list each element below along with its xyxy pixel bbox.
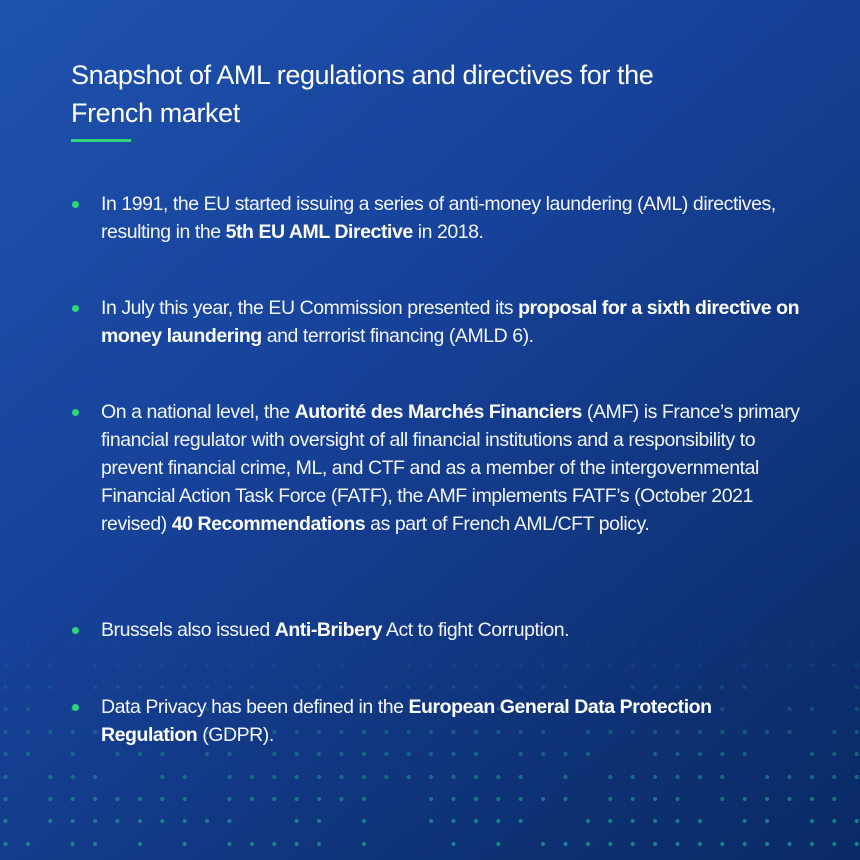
bullet-item-anti-bribery bbox=[101, 616, 801, 644]
bullet-dot-icon bbox=[72, 704, 79, 711]
bullet-item-amld6-proposal bbox=[101, 294, 801, 350]
bullet-dot-icon bbox=[72, 305, 79, 312]
bullet-text: In July this year, the EU Commission presented its proposal for a sixth directive on money laundering and terrorist financing (AMLD 6). bbox=[101, 297, 800, 347]
page-title: Snapshot of AML regulations and directives for the French market bbox=[71, 60, 654, 128]
bullet-item-eu-aml-directives bbox=[101, 190, 801, 246]
bullet-item-gdpr bbox=[101, 693, 801, 749]
bullet-text: On a national level, the Autorité des Marchés Financiers (AMF) is France’s primary financial regulator with oversight of all financial institutions and a responsibility to prevent financial crime, ML, and CTF and as a member of the intergovernmental Financial Action Task Force (FATF), the AMF implements FATF’s (October 2021 revised) 40 Recommendations as part of French AML/CFT policy. bbox=[101, 401, 800, 535]
bullet-item-amf-regulator bbox=[101, 398, 801, 538]
bullet-dot-icon bbox=[72, 409, 79, 416]
bullet-dot-icon bbox=[72, 627, 79, 634]
title-accent-underline bbox=[71, 139, 131, 142]
bullet-text: Data Privacy has been defined in the European General Data Protection Regulation (GDPR). bbox=[101, 696, 712, 746]
bullet-dot-icon bbox=[72, 201, 79, 208]
bullet-text: Brussels also issued Anti-Bribery Act to fight Corruption. bbox=[101, 619, 570, 641]
bullet-text: In 1991, the EU started issuing a series of anti-money laundering (AML) directives, resulting in the 5th EU AML Directive in 2018. bbox=[101, 193, 776, 243]
